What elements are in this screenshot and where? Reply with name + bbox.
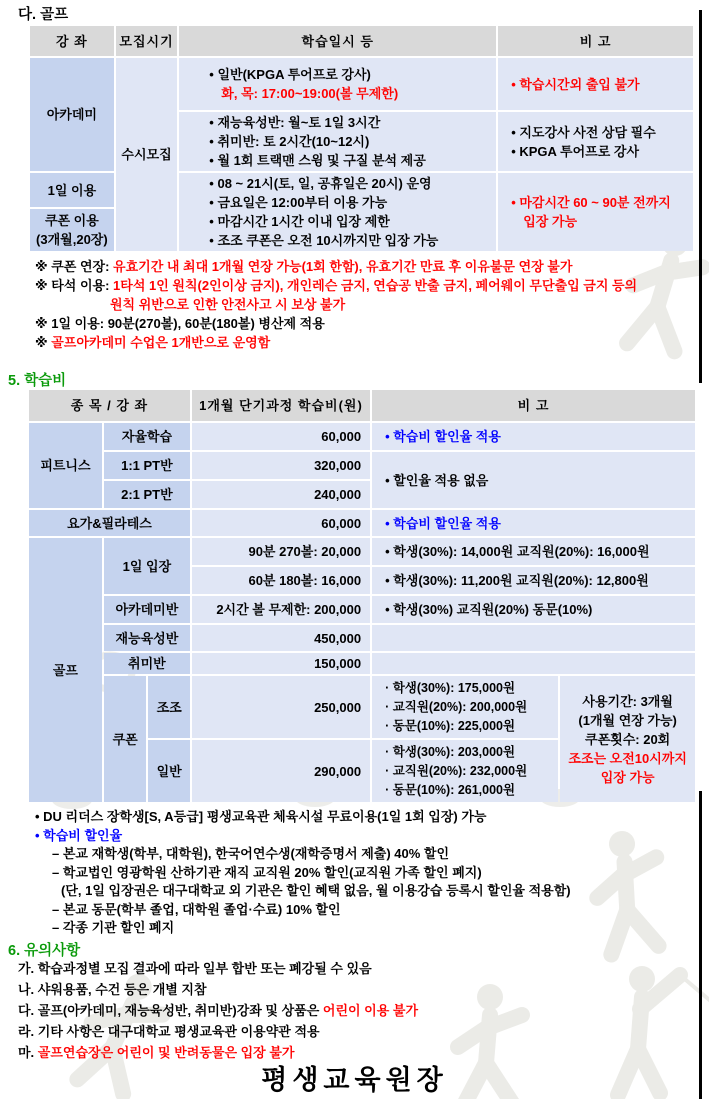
t2-price-60min: 60분 180볼: 16,000 xyxy=(192,567,370,594)
t1-cell-recruit: 수시모집 xyxy=(116,58,178,251)
t2-cell-early: 조조 xyxy=(148,676,190,738)
t2-note-academy: • 학생(30%) 교직원(20%) 동문(10%) xyxy=(372,596,695,623)
t2-header-item: 종 목 / 강 좌 xyxy=(29,390,190,421)
t1-cell-schedule-classes xyxy=(179,112,496,171)
caution-text: 마. xyxy=(18,1045,38,1060)
note-discount-rates-title: • 학습비 할인율 xyxy=(35,827,123,843)
note-label: ※ xyxy=(35,335,52,350)
remark-line: • KPGA 투어프로 강사 xyxy=(511,143,639,159)
caution-item-na: 나. 샤워용품, 수건 등은 개별 지참 xyxy=(18,982,207,997)
t2-cell-academy-class: 아카데미반 xyxy=(104,596,190,623)
t2-note-selfstudy: • 학습비 할인율 적용 xyxy=(372,423,695,450)
caution-text-red: 골프연습장은 어린이 및 반려동물은 입장 불가 xyxy=(37,1045,295,1060)
discount-line: · 학생(30%): 203,000원 xyxy=(385,744,516,759)
remark-line-red: 입장 가능 xyxy=(523,214,578,229)
discount-line: · 동문(10%): 225,000원 xyxy=(385,718,516,733)
t2-price-hobby: 150,000 xyxy=(192,653,370,674)
note-discount-students: – 본교 재학생(학부, 대학원), 한국어연수생(재학증명서 제출) 40% 할인 xyxy=(52,846,450,861)
fee-table xyxy=(27,388,697,804)
note-tee-use xyxy=(35,276,695,295)
remark-line: • 지도강사 사전 상담 필수 xyxy=(511,124,656,140)
caution-section-title: 6. 유의사항 xyxy=(8,943,81,959)
t1-header-course: 강 좌 xyxy=(30,26,114,56)
caution-list xyxy=(18,958,698,1063)
caution-item-ga: 가. 학습과정별 모집 결과에 따라 일부 합반 또는 폐강될 수 있음 xyxy=(18,961,372,976)
t2-cell-coupon: 쿠폰 xyxy=(104,676,147,802)
t2-header-fee: 1개월 단기과정 학습비(원) xyxy=(192,390,370,421)
t1-cell-remark-1 xyxy=(498,58,693,110)
note-discount-staff: – 학교법인 영광학원 산하기관 재직 교직원 20% 할인(교직원 가족 할인 폐지) xyxy=(52,864,482,880)
t2-price-early: 250,000 xyxy=(192,676,370,738)
fee-notes-block xyxy=(35,808,700,938)
t2-note-60min: • 학생(30%): 11,200원 교직원(20%): 12,800원 xyxy=(372,567,695,594)
t2-price-regular: 290,000 xyxy=(192,740,370,802)
discount-line: · 교직원(20%): 200,000원 xyxy=(385,699,528,714)
t2-cell-yoga: 요가&필라테스 xyxy=(29,510,190,536)
caution-text: 다. 골프(아카데미, 재능육성반, 취미반)강좌 및 상품은 xyxy=(18,1003,323,1018)
note-du-leaders: • DU 리더스 장학생[S, A등급] 평생교육관 체육시설 무료이용(1일 1회 입장) 가능 xyxy=(35,809,487,824)
note-label: ※ 쿠폰 연장: xyxy=(35,259,114,274)
note-discount-abolished: – 각종 기관 할인 폐지 xyxy=(52,920,175,935)
t2-price-90min: 90분 270볼: 20,000 xyxy=(192,538,370,565)
schedule-line: • 재능육성반: 월~토 1일 3시간 xyxy=(209,115,381,130)
note-label: ※ 타석 이용: xyxy=(35,278,114,293)
t2-price-academy: 2시간 볼 무제한: 200,000 xyxy=(192,596,370,623)
t1-cell-academy: 아카데미 xyxy=(30,58,114,171)
caution-item-ra: 라. 기타 사항은 대구대학교 평생교육관 이용약관 적용 xyxy=(18,1024,320,1039)
t1-header-schedule: 학습일시 등 xyxy=(179,26,496,56)
t1-cell-schedule-hours xyxy=(179,173,496,251)
t2-cell-pt21: 2:1 PT반 xyxy=(104,481,190,508)
note-coupon-extension xyxy=(35,257,695,276)
t2-note-90min: • 학생(30%): 14,000원 교직원(20%): 16,000원 xyxy=(372,538,695,565)
t2-note-talent xyxy=(372,625,695,651)
t1-header-recruit: 모집시기 xyxy=(116,26,178,56)
t2-discounts-early xyxy=(372,676,558,738)
schedule-line: • 금요일은 12:00부터 이용 가능 xyxy=(209,195,388,210)
fee-section-title: 5. 학습비 xyxy=(8,373,67,389)
t2-price-pt21: 240,000 xyxy=(192,481,370,508)
t1-header-remark: 비 고 xyxy=(498,26,693,56)
coupon-term-line: (1개월 연장 가능) xyxy=(578,712,677,728)
note-discount-staff-cond: (단, 1일 입장권은 대구대학교 외 기관은 할인 혜택 없음, 월 이용강습 등록시 할인율 적용함) xyxy=(61,883,571,898)
remark-line-red: • 학습시간외 출입 불가 xyxy=(511,76,640,92)
t2-cell-pt11: 1:1 PT반 xyxy=(104,452,190,479)
t2-note-yoga: • 학습비 할인율 적용 xyxy=(372,510,695,536)
note-text-red: 유효기간 내 최대 1개월 연장 가능(1회 한함), 유효기간 만료 후 이유불문 연장 불가 xyxy=(113,259,573,274)
coupon-term-line-red: 조조는 오전10시까지 xyxy=(568,750,687,766)
t1-cell-schedule-general xyxy=(179,58,496,110)
t1-cell-daily-use: 1일 이용 xyxy=(30,173,114,207)
t2-price-yoga: 60,000 xyxy=(192,510,370,536)
caution-item-da xyxy=(18,1000,698,1021)
t2-cell-fitness: 피트니스 xyxy=(29,423,102,508)
note-tee-use-cont: 원칙 위반으로 인한 안전사고 시 보상 불가 xyxy=(110,297,346,312)
t2-cell-regular: 일반 xyxy=(148,740,190,802)
coupon-term-line: 사용기간: 3개월 xyxy=(582,693,673,709)
note-daily-use: ※ 1일 이용: 90분(270볼), 60분(180볼) 병산제 적용 xyxy=(35,316,325,331)
note-academy-class xyxy=(35,333,695,352)
schedule-line: • 월 1회 트랙맨 스윙 및 구질 분석 제공 xyxy=(209,153,426,168)
cell-line: (3개월,20장) xyxy=(36,232,108,247)
t2-price-selfstudy: 60,000 xyxy=(192,423,370,450)
t2-cell-talent-class: 재능육성반 xyxy=(104,625,190,651)
golf-notes-block xyxy=(35,257,695,352)
schedule-line: • 취미반: 토 2시간(10~12시) xyxy=(209,134,370,149)
t2-cell-hobby-class: 취미반 xyxy=(104,653,190,674)
caution-text-red: 어린이 이용 불가 xyxy=(322,1003,419,1018)
schedule-line: • 조조 쿠폰은 오전 10시까지만 입장 가능 xyxy=(209,233,439,248)
note-text-red: 골프아카데미 수업은 1개반으로 운영함 xyxy=(51,335,271,350)
schedule-line: • 마감시간 1시간 이내 입장 제한 xyxy=(209,214,390,229)
t2-header-remark: 비 고 xyxy=(372,390,695,421)
t2-price-pt11: 320,000 xyxy=(192,452,370,479)
t2-cell-golf: 골프 xyxy=(29,538,102,802)
director-signature: 평생교육원장 xyxy=(261,1065,448,1095)
discount-line: · 동문(10%): 261,000원 xyxy=(385,782,516,797)
note-text-red: 1타석 1인 원칙(2인이상 금지), 개인레슨 금지, 연습공 반출 금지, 페어웨이 무단출입 금지 등의 xyxy=(113,278,638,293)
t2-cell-selfstudy: 자율학습 xyxy=(104,423,190,450)
t2-note-pt: • 할인율 적용 없음 xyxy=(372,452,695,508)
discount-line: · 학생(30%): 175,000원 xyxy=(385,680,516,695)
t2-price-talent: 450,000 xyxy=(192,625,370,651)
golf-section-title: 다. 골프 xyxy=(18,7,69,23)
t2-discounts-regular xyxy=(372,740,558,802)
golf-schedule-table xyxy=(28,24,695,253)
coupon-term-line: 쿠폰횟수: 20회 xyxy=(585,731,671,747)
discount-line: · 교직원(20%): 232,000원 xyxy=(385,763,528,778)
note-discount-alumni: – 본교 동문(학부 졸업, 대학원 졸업·수료) 10% 할인 xyxy=(52,901,341,917)
cell-line: 쿠폰 이용 xyxy=(44,213,99,228)
t2-cell-daily-entry: 1일 입장 xyxy=(104,538,190,594)
t1-cell-remark-2 xyxy=(498,112,693,171)
t1-cell-coupon-use xyxy=(30,209,114,251)
t2-coupon-terms xyxy=(560,676,695,802)
remark-line-red: • 마감시간 60 ~ 90분 전까지 xyxy=(511,195,671,210)
schedule-line-red: 화, 목: 17:00~19:00(볼 무제한) xyxy=(221,86,399,101)
schedule-line: • 08 ~ 21시(토, 일, 공휴일은 20시) 운영 xyxy=(209,176,432,191)
t2-note-hobby xyxy=(372,653,695,674)
t1-cell-remark-3 xyxy=(498,173,693,251)
schedule-line: • 일반(KPGA 투어프로 강사) xyxy=(209,67,371,82)
coupon-term-line-red: 입장 가능 xyxy=(600,769,655,785)
